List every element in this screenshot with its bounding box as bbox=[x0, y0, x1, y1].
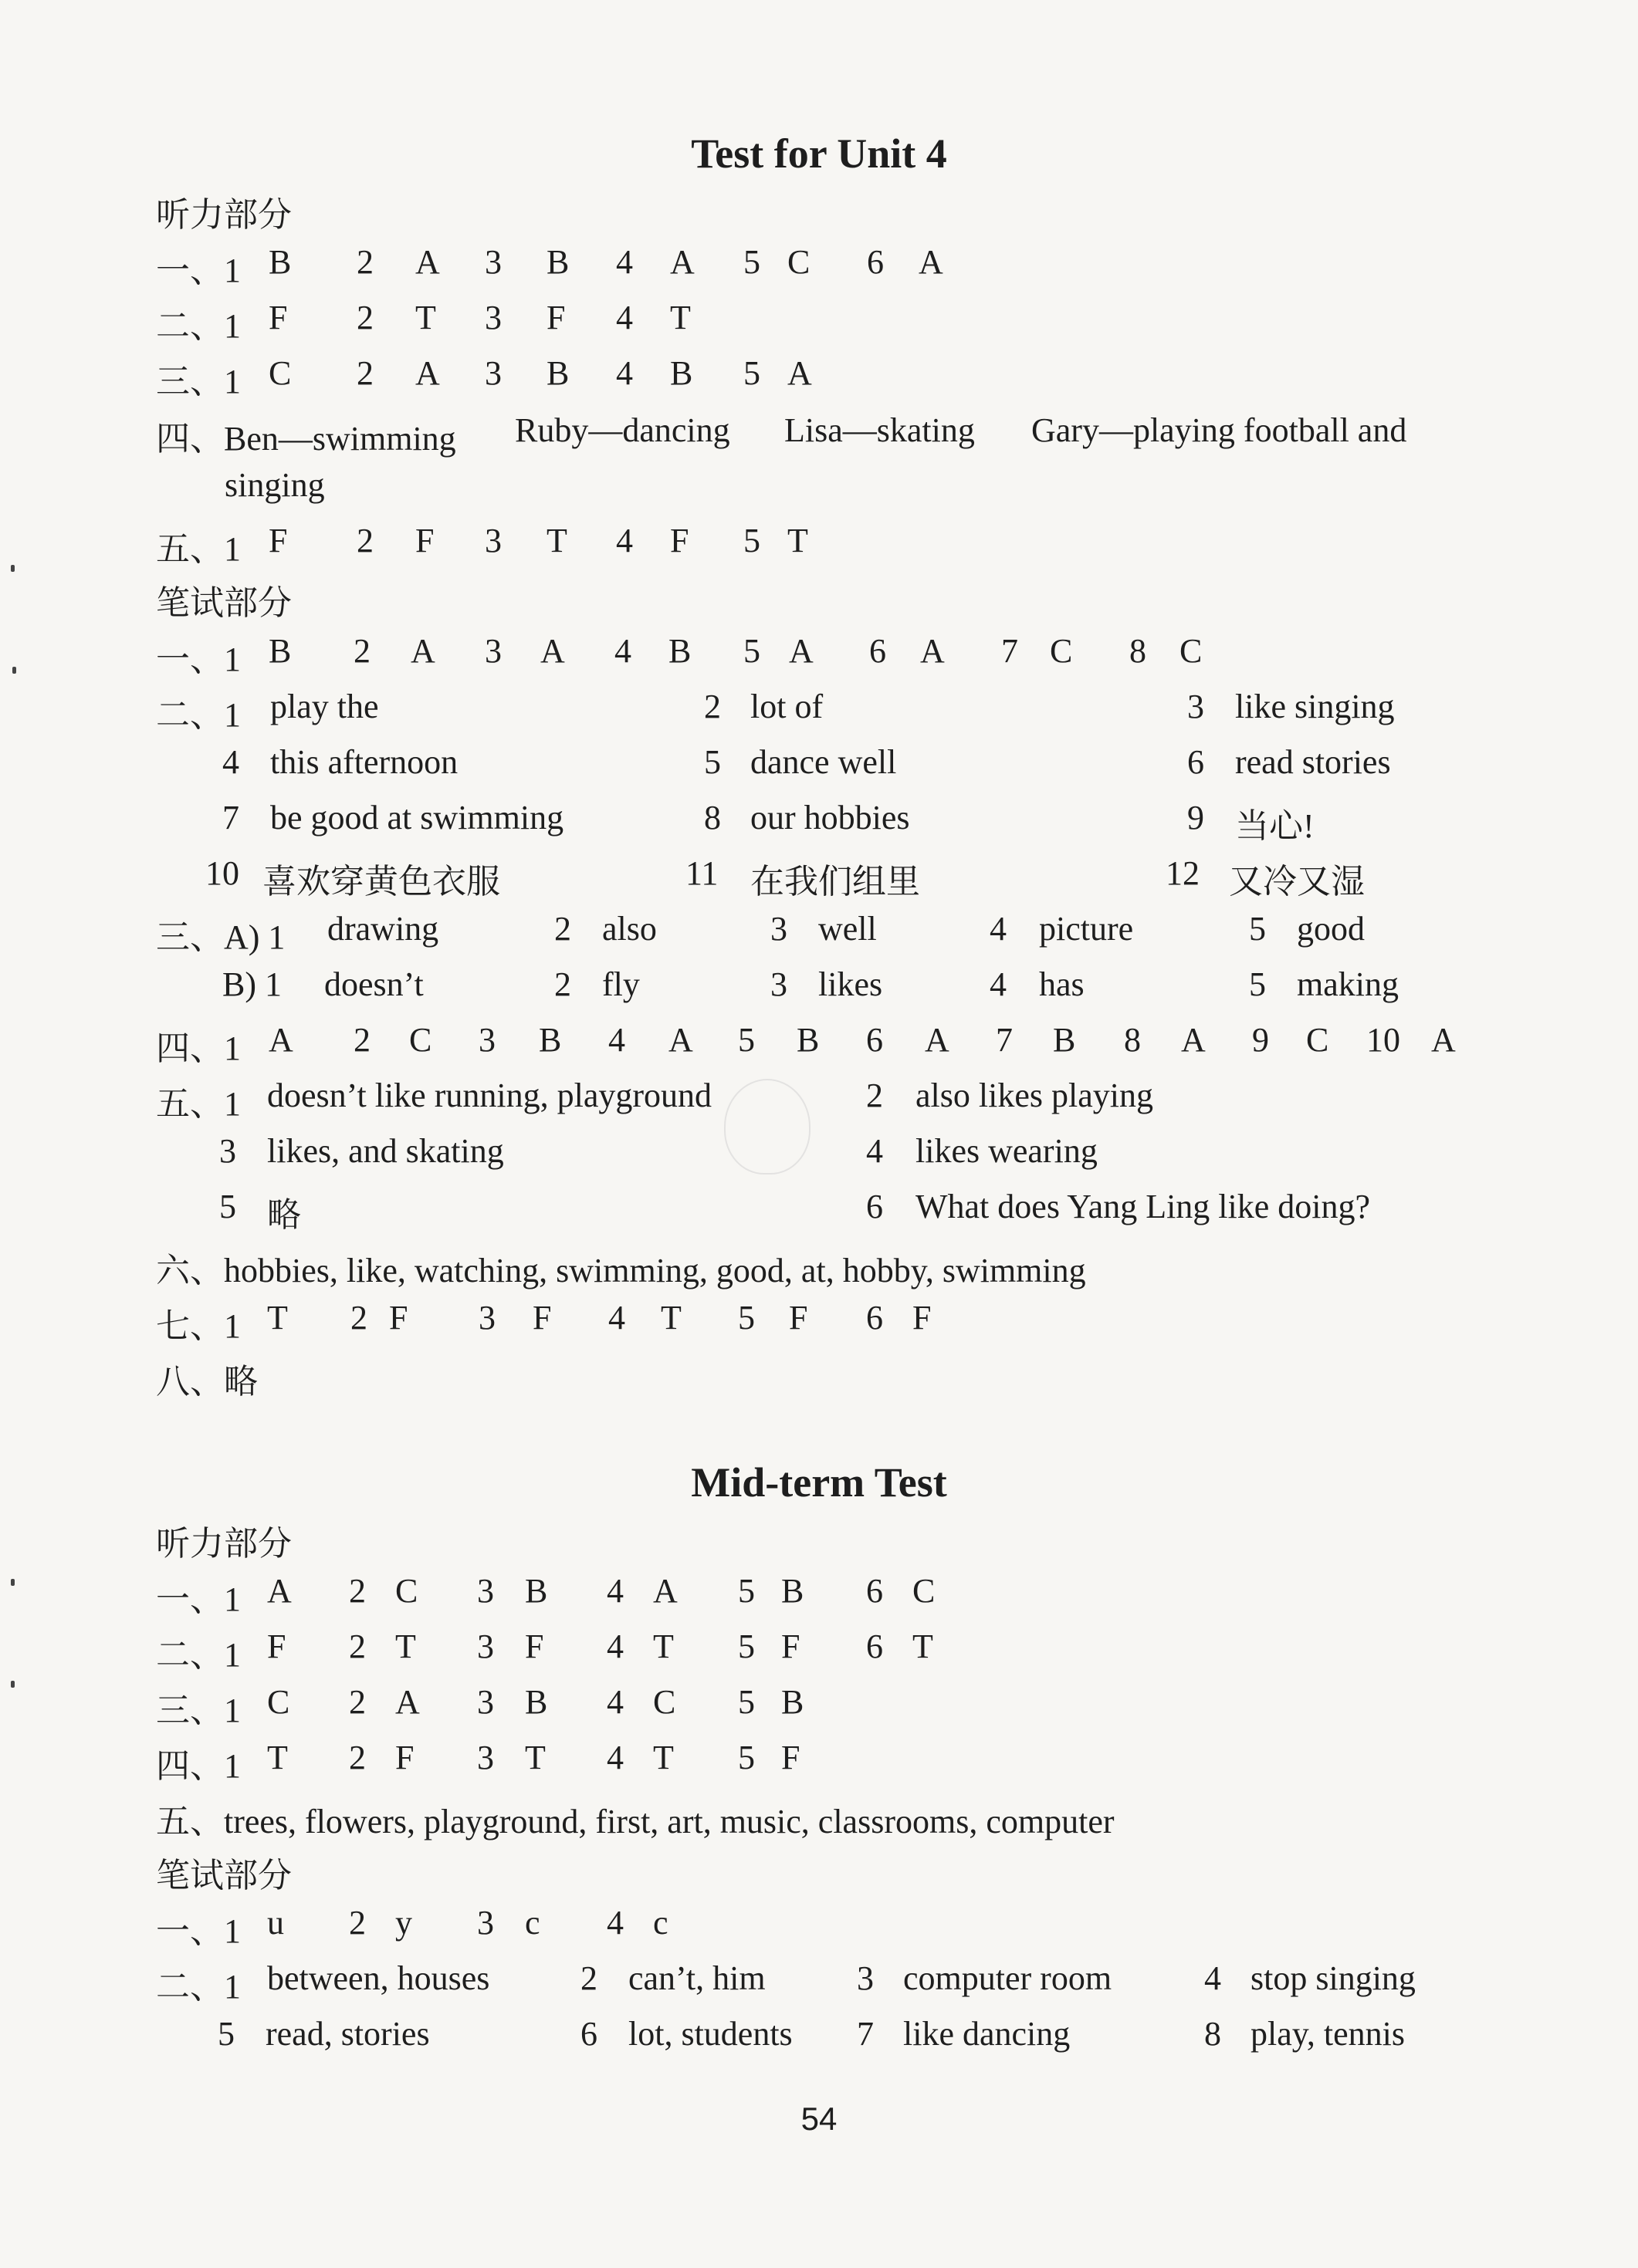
item-number: 4 bbox=[608, 1299, 625, 1337]
answer-text: Ruby—dancing bbox=[515, 411, 730, 449]
unit4-listening-q4 bbox=[0, 411, 1638, 466]
answer-text: A bbox=[653, 1572, 678, 1610]
unit4-listening-q3 bbox=[0, 353, 1638, 409]
item-number: 10 bbox=[205, 854, 239, 892]
item-number: 四、1 bbox=[156, 1029, 241, 1067]
answer-text: T bbox=[267, 1299, 288, 1337]
answer-text: T bbox=[912, 1627, 933, 1665]
answer-text: A bbox=[269, 1021, 293, 1059]
answer-text: making bbox=[1297, 965, 1399, 1003]
answer-text: likes, and skating bbox=[267, 1132, 504, 1170]
answer-text: c bbox=[653, 1904, 668, 1942]
answer-text: T bbox=[661, 1299, 682, 1337]
item-number: 6 bbox=[869, 632, 886, 670]
item-number: 2 bbox=[704, 688, 721, 725]
unit4-writing-q1 bbox=[0, 631, 1638, 687]
answer-text: play, tennis bbox=[1250, 2015, 1405, 2053]
margin-mark bbox=[11, 1579, 15, 1586]
answer-text: C bbox=[1179, 632, 1203, 670]
answer-text: doesn’t bbox=[324, 965, 424, 1003]
answer-text: 在我们组里 bbox=[750, 863, 920, 901]
item-number: 2 bbox=[349, 1904, 366, 1942]
item-number: 3 bbox=[477, 1627, 494, 1665]
answer-text: lot, students bbox=[628, 2015, 793, 2053]
answer-text: C bbox=[267, 1683, 290, 1721]
item-number: 3 bbox=[485, 354, 502, 392]
answer-text: Gary—playing football and bbox=[1031, 411, 1407, 449]
item-number: 6 bbox=[866, 1188, 883, 1225]
item-number: 5 bbox=[738, 1739, 755, 1776]
answer-text: read, stories bbox=[266, 2015, 430, 2053]
answer-text: A bbox=[919, 243, 943, 281]
item-number: 3 bbox=[485, 243, 502, 281]
item-number: 2 bbox=[554, 910, 571, 948]
item-number: 7 bbox=[996, 1021, 1013, 1059]
answer-text: B bbox=[781, 1683, 804, 1721]
unit4-writing-q3-row2 bbox=[0, 965, 1638, 1020]
answer-text: play the bbox=[270, 688, 379, 725]
item-number: 2 bbox=[354, 1021, 371, 1059]
answer-text: A bbox=[411, 632, 435, 670]
unit4-writing-q2-row2 bbox=[0, 742, 1638, 798]
answer-text: F bbox=[415, 522, 435, 559]
item-number: 一、1 bbox=[156, 252, 241, 289]
item-number: 二、1 bbox=[156, 696, 241, 734]
answer-text: T bbox=[670, 299, 691, 336]
item-number: 7 bbox=[857, 2015, 874, 2053]
answer-text: F bbox=[525, 1627, 544, 1665]
item-number: 四、1 bbox=[156, 1747, 241, 1785]
unit4-writing-q4 bbox=[0, 1020, 1638, 1076]
item-number: B) 1 bbox=[222, 965, 282, 1003]
answer-text: like dancing bbox=[903, 2015, 1071, 2053]
item-number: 3 bbox=[219, 1132, 236, 1170]
answer-text: C bbox=[395, 1572, 418, 1610]
item-number: 一、1 bbox=[156, 1912, 241, 1950]
item-number: 5 bbox=[738, 1683, 755, 1721]
answer-text: F bbox=[533, 1299, 552, 1337]
item-number: 8 bbox=[1204, 2015, 1221, 2053]
item-number: 3 bbox=[857, 1959, 874, 1997]
item-number: 3 bbox=[479, 1021, 496, 1059]
answer-text: 又冷又湿 bbox=[1229, 863, 1365, 901]
item-number: 2 bbox=[354, 632, 371, 670]
item-number: 10 bbox=[1366, 1021, 1400, 1059]
unit4-writing-q3-row1 bbox=[0, 909, 1638, 965]
midterm-writing-heading: 笔试部分 bbox=[156, 1857, 292, 1895]
answer-text: T bbox=[267, 1739, 288, 1776]
item-number: 4 bbox=[222, 743, 239, 781]
unit4-listening-q5 bbox=[0, 521, 1638, 576]
margin-mark bbox=[11, 1681, 15, 1688]
answer-text: F bbox=[789, 1299, 808, 1337]
answer-text: picture bbox=[1039, 910, 1134, 948]
answer-text: C bbox=[912, 1572, 936, 1610]
midterm-listening-q1 bbox=[0, 1571, 1638, 1627]
item-number: 2 bbox=[357, 243, 374, 281]
midterm-listening-q5 bbox=[0, 1793, 1638, 1849]
item-number: 5 bbox=[743, 632, 760, 670]
item-number: 2 bbox=[349, 1627, 366, 1665]
item-number: 4 bbox=[607, 1572, 624, 1610]
item-number: 4 bbox=[866, 1132, 883, 1170]
item-number: 6 bbox=[866, 1299, 883, 1337]
answer-text: A bbox=[787, 354, 812, 392]
answer-text: F bbox=[781, 1739, 800, 1776]
item-number: 7 bbox=[1001, 632, 1018, 670]
answer-text: B bbox=[547, 243, 570, 281]
item-number: 3 bbox=[485, 299, 502, 336]
item-number: 5 bbox=[219, 1188, 236, 1225]
margin-mark bbox=[12, 667, 16, 674]
item-number: 3 bbox=[485, 522, 502, 559]
answer-text: C bbox=[269, 354, 292, 392]
item-number: 4 bbox=[990, 910, 1007, 948]
item-number: 2 bbox=[866, 1077, 883, 1114]
item-number: 2 bbox=[580, 1959, 597, 1997]
item-number: 9 bbox=[1187, 799, 1204, 837]
answer-text: F bbox=[269, 299, 288, 336]
unit4-writing-q8 bbox=[0, 1354, 1638, 1409]
item-number: 三、1 bbox=[156, 1692, 241, 1729]
answer-text: 略 bbox=[267, 1196, 301, 1234]
answer-text: T bbox=[653, 1627, 674, 1665]
item-number: 4 bbox=[608, 1021, 625, 1059]
item-number: 3 bbox=[477, 1683, 494, 1721]
item-number: 9 bbox=[1252, 1021, 1269, 1059]
item-number: 2 bbox=[349, 1572, 366, 1610]
answer-text: C bbox=[1306, 1021, 1329, 1059]
item-number: 4 bbox=[607, 1739, 624, 1776]
item-number: 5 bbox=[738, 1299, 755, 1337]
item-number: 3 bbox=[479, 1299, 496, 1337]
answer-text: B bbox=[547, 354, 570, 392]
answer-text: read stories bbox=[1235, 743, 1391, 781]
answer-text: F bbox=[395, 1739, 415, 1776]
answer-text: also bbox=[602, 910, 657, 948]
margin-mark bbox=[11, 565, 15, 572]
answer-text: A bbox=[670, 243, 695, 281]
answer-text: C bbox=[1050, 632, 1073, 670]
item-number: 四、Ben—swimming bbox=[156, 420, 456, 458]
item-number: 4 bbox=[616, 522, 633, 559]
answer-text: A bbox=[925, 1021, 949, 1059]
item-number: 一、1 bbox=[156, 641, 241, 678]
item-number: 八、略 bbox=[156, 1363, 258, 1401]
answer-text: F bbox=[670, 522, 689, 559]
item-number: 三、A) 1 bbox=[156, 918, 286, 956]
item-number: 二、1 bbox=[156, 307, 241, 345]
answer-text: T bbox=[547, 522, 567, 559]
answer-text: T bbox=[787, 522, 808, 559]
item-number: 5 bbox=[738, 1572, 755, 1610]
unit4-listening-q4-cont bbox=[0, 465, 1638, 521]
answer-text: u bbox=[267, 1904, 284, 1942]
watermark-stamp bbox=[724, 1079, 811, 1175]
answer-text: be good at swimming bbox=[270, 799, 564, 837]
answer-text: stop singing bbox=[1250, 1959, 1416, 1997]
answer-text: A bbox=[789, 632, 814, 670]
item-number: 3 bbox=[485, 632, 502, 670]
midterm-listening-q3 bbox=[0, 1682, 1638, 1738]
item-number: 二、1 bbox=[156, 1968, 241, 2006]
answer-text: likes bbox=[818, 965, 883, 1003]
answer-text: this afternoon bbox=[270, 743, 459, 781]
answer-text: fly bbox=[602, 965, 640, 1003]
midterm-listening-q2 bbox=[0, 1627, 1638, 1682]
item-number: 4 bbox=[1204, 1959, 1221, 1997]
answer-text: F bbox=[269, 522, 288, 559]
answer-text: C bbox=[787, 243, 811, 281]
item-number: 5 bbox=[743, 354, 760, 392]
item-number: 2 bbox=[357, 354, 374, 392]
midterm-listening-q4 bbox=[0, 1738, 1638, 1793]
answer-text: A bbox=[668, 1021, 693, 1059]
answer-text: A bbox=[267, 1572, 292, 1610]
item-number: Lisa—skating bbox=[784, 411, 975, 449]
answer-text: A bbox=[415, 243, 440, 281]
item-number: 8 bbox=[1124, 1021, 1141, 1059]
answer-text: between, houses bbox=[267, 1959, 490, 1997]
midterm-writing-q1 bbox=[0, 1903, 1638, 1959]
answer-text: What does Yang Ling like doing? bbox=[915, 1188, 1371, 1225]
midterm-writing-q2-row1 bbox=[0, 1959, 1638, 2014]
item-number: 11 bbox=[685, 854, 719, 892]
unit4-listening-q1 bbox=[0, 242, 1638, 298]
item-number: 4 bbox=[990, 965, 1007, 1003]
answer-text: like singing bbox=[1235, 688, 1395, 725]
item-number: 五、1 bbox=[156, 530, 241, 568]
midterm-writing-q2-row2 bbox=[0, 2014, 1638, 2070]
unit4-writing-q2-row1 bbox=[0, 687, 1638, 742]
answer-text: T bbox=[653, 1739, 674, 1776]
answer-text: T bbox=[415, 299, 436, 336]
midterm-listening-heading: 听力部分 bbox=[156, 1525, 292, 1563]
item-number: 4 bbox=[607, 1627, 624, 1665]
item-number: 6 bbox=[866, 1021, 883, 1059]
answer-text: B bbox=[539, 1021, 562, 1059]
answer-text: A bbox=[540, 632, 565, 670]
item-number: 5 bbox=[218, 2015, 235, 2053]
answer-text: A bbox=[920, 632, 945, 670]
answer-text: B bbox=[668, 632, 692, 670]
item-number: 五、trees, flowers, playground, first, art, music, classrooms, computer bbox=[156, 1803, 1115, 1840]
answer-text: c bbox=[525, 1904, 540, 1942]
unit4-writing-q2-row3 bbox=[0, 798, 1638, 853]
item-number: 6 bbox=[580, 2015, 597, 2053]
item-number: 3 bbox=[477, 1572, 494, 1610]
unit4-writing-q2-row4 bbox=[0, 853, 1638, 909]
item-number: 4 bbox=[614, 632, 631, 670]
answer-text: A bbox=[395, 1683, 420, 1721]
unit4-listening-heading: 听力部分 bbox=[156, 196, 292, 234]
answer-text: C bbox=[409, 1021, 432, 1059]
unit4-writing-q6 bbox=[0, 1242, 1638, 1298]
answer-text: lot of bbox=[750, 688, 824, 725]
answer-text: likes wearing bbox=[915, 1132, 1098, 1170]
item-number: 3 bbox=[1187, 688, 1204, 725]
answer-text: A bbox=[1431, 1021, 1456, 1059]
item-number: 5 bbox=[738, 1021, 755, 1059]
answer-text: y bbox=[395, 1904, 412, 1942]
answer-text: C bbox=[653, 1683, 676, 1721]
answer-text: A bbox=[415, 354, 440, 392]
item-number: 8 bbox=[1129, 632, 1146, 670]
unit4-writing-q5-row2 bbox=[0, 1131, 1638, 1187]
item-number: 7 bbox=[222, 799, 239, 837]
unit4-writing-q5-row3 bbox=[0, 1187, 1638, 1242]
answer-text: B bbox=[525, 1683, 548, 1721]
item-number: 4 bbox=[607, 1683, 624, 1721]
item-number: 七、1 bbox=[156, 1307, 241, 1345]
item-number: 8 bbox=[704, 799, 721, 837]
item-number: 4 bbox=[616, 354, 633, 392]
answer-text: good bbox=[1297, 910, 1365, 948]
item-number: 3 bbox=[770, 910, 787, 948]
answer-text: can’t, him bbox=[628, 1959, 766, 1997]
item-number: singing bbox=[225, 466, 325, 504]
item-number: 2 bbox=[357, 299, 374, 336]
answer-text: B bbox=[525, 1572, 548, 1610]
midterm-title: Mid-term Test bbox=[691, 1459, 947, 1506]
item-number: 5 bbox=[1249, 965, 1266, 1003]
answer-text: B bbox=[670, 354, 693, 392]
item-number: 六、hobbies, like, watching, swimming, good, at, hobby, swimming bbox=[156, 1252, 1086, 1289]
answer-text: 当心! bbox=[1235, 807, 1315, 845]
item-number: 5 bbox=[743, 243, 760, 281]
item-number: 3 bbox=[477, 1904, 494, 1942]
item-number: 6 bbox=[1187, 743, 1204, 781]
answer-text: B bbox=[269, 243, 292, 281]
item-number: 5 bbox=[704, 743, 721, 781]
answer-text: our hobbies bbox=[750, 799, 910, 837]
item-number: 5 bbox=[743, 522, 760, 559]
answer-text: 喜欢穿黄色衣服 bbox=[262, 863, 500, 901]
unit4-writing-q5-row1 bbox=[0, 1076, 1638, 1131]
answer-text: doesn’t like running, playground bbox=[267, 1077, 712, 1114]
answer-text: T bbox=[395, 1627, 416, 1665]
item-number: 6 bbox=[866, 1572, 883, 1610]
item-number: 2 bbox=[349, 1739, 366, 1776]
answer-text: T bbox=[525, 1739, 546, 1776]
answer-text: drawing bbox=[327, 910, 439, 948]
answer-text: B bbox=[797, 1021, 820, 1059]
item-number: 3 bbox=[770, 965, 787, 1003]
item-number: 三、1 bbox=[156, 363, 241, 401]
answer-text: F bbox=[389, 1299, 408, 1337]
answer-text: has bbox=[1039, 965, 1085, 1003]
item-number: 4 bbox=[616, 299, 633, 336]
item-number: 2 bbox=[350, 1299, 367, 1337]
unit4-listening-q2 bbox=[0, 298, 1638, 353]
answer-text: B bbox=[269, 632, 292, 670]
item-number: 6 bbox=[866, 1627, 883, 1665]
item-number: 五、1 bbox=[156, 1085, 241, 1123]
answer-text: F bbox=[781, 1627, 800, 1665]
item-number: 2 bbox=[554, 965, 571, 1003]
unit4-writing-q7 bbox=[0, 1298, 1638, 1354]
item-number: 5 bbox=[1249, 910, 1266, 948]
item-number: 二、1 bbox=[156, 1636, 241, 1674]
answer-text: B bbox=[781, 1572, 804, 1610]
item-number: 4 bbox=[607, 1904, 624, 1942]
item-number: 2 bbox=[357, 522, 374, 559]
unit4-writing-heading: 笔试部分 bbox=[156, 584, 292, 622]
item-number: 4 bbox=[616, 243, 633, 281]
item-number: 6 bbox=[867, 243, 884, 281]
unit4-title: Test for Unit 4 bbox=[691, 130, 947, 177]
answer-text: F bbox=[912, 1299, 932, 1337]
answer-text: A bbox=[1181, 1021, 1206, 1059]
item-number: 12 bbox=[1166, 854, 1200, 892]
answer-text: F bbox=[267, 1627, 286, 1665]
answer-text: F bbox=[547, 299, 566, 336]
answer-text: well bbox=[818, 910, 877, 948]
item-number: 一、1 bbox=[156, 1580, 241, 1618]
answer-text: also likes playing bbox=[915, 1077, 1153, 1114]
item-number: 2 bbox=[349, 1683, 366, 1721]
answer-text: B bbox=[1053, 1021, 1076, 1059]
answer-text: dance well bbox=[750, 743, 897, 781]
page-number: 54 bbox=[800, 2101, 838, 2137]
item-number: 3 bbox=[477, 1739, 494, 1776]
item-number: 5 bbox=[738, 1627, 755, 1665]
answer-text: computer room bbox=[903, 1959, 1112, 1997]
